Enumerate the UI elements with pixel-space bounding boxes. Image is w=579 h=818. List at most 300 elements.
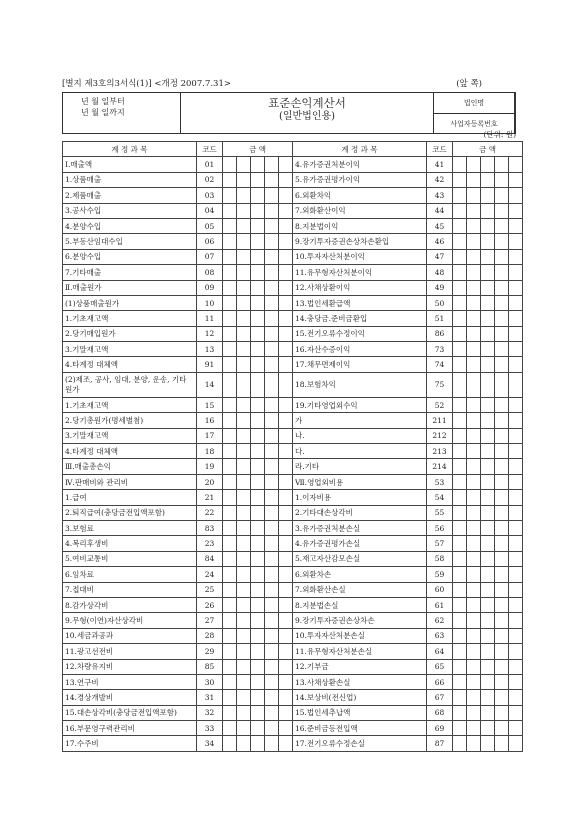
left-amount-cell[interactable] <box>279 690 293 705</box>
left-amount-cell[interactable] <box>265 613 279 628</box>
right-amount-cell[interactable] <box>509 280 523 295</box>
right-amount-cell[interactable] <box>495 536 509 551</box>
left-amount-cell[interactable] <box>265 295 279 310</box>
left-amount-cell[interactable] <box>265 218 279 233</box>
left-amount-cell[interactable] <box>265 172 279 187</box>
left-amount-cell[interactable] <box>265 459 279 474</box>
left-amount-cell[interactable] <box>251 372 265 397</box>
left-amount-cell[interactable] <box>223 659 237 674</box>
right-amount-cell[interactable] <box>481 736 495 751</box>
right-amount-cell[interactable] <box>509 326 523 341</box>
left-amount-cell[interactable] <box>237 567 251 582</box>
left-amount-cell[interactable] <box>265 203 279 218</box>
left-amount-cell[interactable] <box>265 357 279 372</box>
right-amount-cell[interactable] <box>509 536 523 551</box>
right-amount-cell[interactable] <box>467 295 481 310</box>
left-amount-cell[interactable] <box>251 413 265 428</box>
right-amount-cell[interactable] <box>453 188 467 203</box>
left-amount-cell[interactable] <box>279 372 293 397</box>
right-amount-cell[interactable] <box>509 690 523 705</box>
left-amount-cell[interactable] <box>237 342 251 357</box>
left-amount-cell[interactable] <box>237 280 251 295</box>
left-amount-cell[interactable] <box>223 705 237 720</box>
left-amount-cell[interactable] <box>251 357 265 372</box>
right-amount-cell[interactable] <box>495 372 509 397</box>
left-amount-cell[interactable] <box>223 674 237 689</box>
right-amount-cell[interactable] <box>481 265 495 280</box>
left-amount-cell[interactable] <box>251 567 265 582</box>
right-amount-cell[interactable] <box>509 520 523 535</box>
right-amount-cell[interactable] <box>453 311 467 326</box>
left-amount-cell[interactable] <box>223 567 237 582</box>
right-amount-cell[interactable] <box>453 490 467 505</box>
right-amount-cell[interactable] <box>467 690 481 705</box>
right-amount-cell[interactable] <box>467 567 481 582</box>
left-amount-cell[interactable] <box>279 218 293 233</box>
left-amount-cell[interactable] <box>237 234 251 249</box>
right-amount-cell[interactable] <box>453 520 467 535</box>
left-amount-cell[interactable] <box>279 505 293 520</box>
right-amount-cell[interactable] <box>495 459 509 474</box>
right-amount-cell[interactable] <box>467 203 481 218</box>
left-amount-cell[interactable] <box>251 188 265 203</box>
left-amount-cell[interactable] <box>279 536 293 551</box>
right-amount-cell[interactable] <box>509 342 523 357</box>
right-amount-cell[interactable] <box>467 474 481 489</box>
left-amount-cell[interactable] <box>237 520 251 535</box>
left-amount-cell[interactable] <box>223 397 237 412</box>
left-amount-cell[interactable] <box>251 582 265 597</box>
right-amount-cell[interactable] <box>495 172 509 187</box>
right-amount-cell[interactable] <box>467 536 481 551</box>
left-amount-cell[interactable] <box>279 644 293 659</box>
right-amount-cell[interactable] <box>481 551 495 566</box>
right-amount-cell[interactable] <box>495 551 509 566</box>
left-amount-cell[interactable] <box>279 265 293 280</box>
right-amount-cell[interactable] <box>467 372 481 397</box>
right-amount-cell[interactable] <box>467 520 481 535</box>
left-amount-cell[interactable] <box>223 413 237 428</box>
right-amount-cell[interactable] <box>467 674 481 689</box>
right-amount-cell[interactable] <box>453 234 467 249</box>
right-amount-cell[interactable] <box>481 490 495 505</box>
right-amount-cell[interactable] <box>453 690 467 705</box>
right-amount-cell[interactable] <box>509 428 523 443</box>
left-amount-cell[interactable] <box>251 520 265 535</box>
left-amount-cell[interactable] <box>223 628 237 643</box>
left-amount-cell[interactable] <box>223 188 237 203</box>
right-amount-cell[interactable] <box>495 265 509 280</box>
right-amount-cell[interactable] <box>467 490 481 505</box>
right-amount-cell[interactable] <box>453 397 467 412</box>
right-amount-cell[interactable] <box>453 736 467 751</box>
right-amount-cell[interactable] <box>509 705 523 720</box>
left-amount-cell[interactable] <box>279 659 293 674</box>
left-amount-cell[interactable] <box>251 613 265 628</box>
right-amount-cell[interactable] <box>495 234 509 249</box>
right-amount-cell[interactable] <box>481 397 495 412</box>
left-amount-cell[interactable] <box>237 172 251 187</box>
right-amount-cell[interactable] <box>453 265 467 280</box>
left-amount-cell[interactable] <box>279 311 293 326</box>
left-amount-cell[interactable] <box>265 567 279 582</box>
left-amount-cell[interactable] <box>265 490 279 505</box>
right-amount-cell[interactable] <box>453 203 467 218</box>
left-amount-cell[interactable] <box>237 613 251 628</box>
right-amount-cell[interactable] <box>481 474 495 489</box>
right-amount-cell[interactable] <box>481 659 495 674</box>
right-amount-cell[interactable] <box>481 705 495 720</box>
left-amount-cell[interactable] <box>251 644 265 659</box>
left-amount-cell[interactable] <box>237 582 251 597</box>
left-amount-cell[interactable] <box>223 157 237 172</box>
right-amount-cell[interactable] <box>467 582 481 597</box>
left-amount-cell[interactable] <box>279 474 293 489</box>
right-amount-cell[interactable] <box>495 613 509 628</box>
left-amount-cell[interactable] <box>223 644 237 659</box>
left-amount-cell[interactable] <box>223 326 237 341</box>
right-amount-cell[interactable] <box>509 505 523 520</box>
right-amount-cell[interactable] <box>453 644 467 659</box>
left-amount-cell[interactable] <box>279 567 293 582</box>
right-amount-cell[interactable] <box>481 628 495 643</box>
left-amount-cell[interactable] <box>223 490 237 505</box>
left-amount-cell[interactable] <box>223 690 237 705</box>
right-amount-cell[interactable] <box>453 597 467 612</box>
right-amount-cell[interactable] <box>509 551 523 566</box>
left-amount-cell[interactable] <box>237 218 251 233</box>
right-amount-cell[interactable] <box>453 567 467 582</box>
left-amount-cell[interactable] <box>251 311 265 326</box>
right-amount-cell[interactable] <box>453 705 467 720</box>
left-amount-cell[interactable] <box>251 428 265 443</box>
right-amount-cell[interactable] <box>453 372 467 397</box>
left-amount-cell[interactable] <box>279 582 293 597</box>
right-amount-cell[interactable] <box>467 628 481 643</box>
right-amount-cell[interactable] <box>481 536 495 551</box>
right-amount-cell[interactable] <box>509 567 523 582</box>
right-amount-cell[interactable] <box>509 172 523 187</box>
left-amount-cell[interactable] <box>279 444 293 459</box>
left-amount-cell[interactable] <box>251 218 265 233</box>
left-amount-cell[interactable] <box>265 188 279 203</box>
right-amount-cell[interactable] <box>509 597 523 612</box>
left-amount-cell[interactable] <box>265 721 279 736</box>
left-amount-cell[interactable] <box>279 705 293 720</box>
left-amount-cell[interactable] <box>223 551 237 566</box>
left-amount-cell[interactable] <box>237 628 251 643</box>
left-amount-cell[interactable] <box>223 613 237 628</box>
left-amount-cell[interactable] <box>237 157 251 172</box>
left-amount-cell[interactable] <box>265 736 279 751</box>
right-amount-cell[interactable] <box>495 674 509 689</box>
right-amount-cell[interactable] <box>453 659 467 674</box>
left-amount-cell[interactable] <box>223 203 237 218</box>
right-amount-cell[interactable] <box>495 188 509 203</box>
left-amount-cell[interactable] <box>251 536 265 551</box>
left-amount-cell[interactable] <box>279 342 293 357</box>
right-amount-cell[interactable] <box>467 342 481 357</box>
left-amount-cell[interactable] <box>237 326 251 341</box>
right-amount-cell[interactable] <box>509 372 523 397</box>
right-amount-cell[interactable] <box>509 613 523 628</box>
left-amount-cell[interactable] <box>237 705 251 720</box>
left-amount-cell[interactable] <box>265 249 279 264</box>
right-amount-cell[interactable] <box>467 736 481 751</box>
right-amount-cell[interactable] <box>481 428 495 443</box>
left-amount-cell[interactable] <box>251 203 265 218</box>
right-amount-cell[interactable] <box>509 644 523 659</box>
left-amount-cell[interactable] <box>223 265 237 280</box>
right-amount-cell[interactable] <box>467 397 481 412</box>
right-amount-cell[interactable] <box>509 234 523 249</box>
left-amount-cell[interactable] <box>223 505 237 520</box>
right-amount-cell[interactable] <box>509 659 523 674</box>
right-amount-cell[interactable] <box>481 690 495 705</box>
right-amount-cell[interactable] <box>467 249 481 264</box>
left-amount-cell[interactable] <box>251 444 265 459</box>
right-amount-cell[interactable] <box>481 674 495 689</box>
right-amount-cell[interactable] <box>509 474 523 489</box>
left-amount-cell[interactable] <box>279 203 293 218</box>
right-amount-cell[interactable] <box>509 444 523 459</box>
left-amount-cell[interactable] <box>265 597 279 612</box>
left-amount-cell[interactable] <box>265 674 279 689</box>
left-amount-cell[interactable] <box>237 551 251 566</box>
left-amount-cell[interactable] <box>279 628 293 643</box>
left-amount-cell[interactable] <box>237 736 251 751</box>
right-amount-cell[interactable] <box>509 265 523 280</box>
right-amount-cell[interactable] <box>453 172 467 187</box>
left-amount-cell[interactable] <box>251 265 265 280</box>
left-amount-cell[interactable] <box>265 644 279 659</box>
left-amount-cell[interactable] <box>251 628 265 643</box>
right-amount-cell[interactable] <box>453 280 467 295</box>
right-amount-cell[interactable] <box>453 536 467 551</box>
right-amount-cell[interactable] <box>495 628 509 643</box>
right-amount-cell[interactable] <box>495 582 509 597</box>
left-amount-cell[interactable] <box>279 249 293 264</box>
right-amount-cell[interactable] <box>509 628 523 643</box>
left-amount-cell[interactable] <box>265 265 279 280</box>
right-amount-cell[interactable] <box>467 444 481 459</box>
corp-name-field[interactable] <box>515 93 516 113</box>
right-amount-cell[interactable] <box>495 218 509 233</box>
right-amount-cell[interactable] <box>495 659 509 674</box>
left-amount-cell[interactable] <box>237 265 251 280</box>
right-amount-cell[interactable] <box>481 582 495 597</box>
left-amount-cell[interactable] <box>279 295 293 310</box>
right-amount-cell[interactable] <box>467 157 481 172</box>
right-amount-cell[interactable] <box>509 157 523 172</box>
right-amount-cell[interactable] <box>453 674 467 689</box>
left-amount-cell[interactable] <box>279 520 293 535</box>
right-amount-cell[interactable] <box>495 644 509 659</box>
right-amount-cell[interactable] <box>481 357 495 372</box>
left-amount-cell[interactable] <box>251 736 265 751</box>
left-amount-cell[interactable] <box>279 172 293 187</box>
left-amount-cell[interactable] <box>279 188 293 203</box>
left-amount-cell[interactable] <box>237 644 251 659</box>
left-amount-cell[interactable] <box>251 157 265 172</box>
right-amount-cell[interactable] <box>495 474 509 489</box>
right-amount-cell[interactable] <box>467 172 481 187</box>
left-amount-cell[interactable] <box>251 295 265 310</box>
left-amount-cell[interactable] <box>279 721 293 736</box>
left-amount-cell[interactable] <box>237 444 251 459</box>
left-amount-cell[interactable] <box>279 397 293 412</box>
left-amount-cell[interactable] <box>251 280 265 295</box>
right-amount-cell[interactable] <box>467 659 481 674</box>
left-amount-cell[interactable] <box>265 428 279 443</box>
left-amount-cell[interactable] <box>237 659 251 674</box>
right-amount-cell[interactable] <box>509 295 523 310</box>
left-amount-cell[interactable] <box>265 690 279 705</box>
right-amount-cell[interactable] <box>495 705 509 720</box>
left-amount-cell[interactable] <box>223 428 237 443</box>
right-amount-cell[interactable] <box>495 567 509 582</box>
left-amount-cell[interactable] <box>223 249 237 264</box>
left-amount-cell[interactable] <box>265 157 279 172</box>
left-amount-cell[interactable] <box>251 705 265 720</box>
right-amount-cell[interactable] <box>453 342 467 357</box>
right-amount-cell[interactable] <box>495 444 509 459</box>
right-amount-cell[interactable] <box>509 357 523 372</box>
left-amount-cell[interactable] <box>237 311 251 326</box>
left-amount-cell[interactable] <box>237 428 251 443</box>
right-amount-cell[interactable] <box>453 428 467 443</box>
right-amount-cell[interactable] <box>495 397 509 412</box>
left-amount-cell[interactable] <box>279 413 293 428</box>
right-amount-cell[interactable] <box>481 188 495 203</box>
left-amount-cell[interactable] <box>279 459 293 474</box>
left-amount-cell[interactable] <box>251 551 265 566</box>
right-amount-cell[interactable] <box>467 551 481 566</box>
right-amount-cell[interactable] <box>481 218 495 233</box>
right-amount-cell[interactable] <box>453 582 467 597</box>
right-amount-cell[interactable] <box>495 413 509 428</box>
left-amount-cell[interactable] <box>279 674 293 689</box>
right-amount-cell[interactable] <box>453 326 467 341</box>
left-amount-cell[interactable] <box>237 459 251 474</box>
right-amount-cell[interactable] <box>453 474 467 489</box>
right-amount-cell[interactable] <box>467 234 481 249</box>
left-amount-cell[interactable] <box>251 597 265 612</box>
left-amount-cell[interactable] <box>279 490 293 505</box>
right-amount-cell[interactable] <box>509 721 523 736</box>
right-amount-cell[interactable] <box>509 490 523 505</box>
left-amount-cell[interactable] <box>265 372 279 397</box>
left-amount-cell[interactable] <box>237 505 251 520</box>
right-amount-cell[interactable] <box>509 459 523 474</box>
right-amount-cell[interactable] <box>453 505 467 520</box>
right-amount-cell[interactable] <box>495 157 509 172</box>
left-amount-cell[interactable] <box>265 659 279 674</box>
right-amount-cell[interactable] <box>509 674 523 689</box>
right-amount-cell[interactable] <box>509 249 523 264</box>
right-amount-cell[interactable] <box>495 311 509 326</box>
right-amount-cell[interactable] <box>481 249 495 264</box>
left-amount-cell[interactable] <box>237 397 251 412</box>
right-amount-cell[interactable] <box>467 459 481 474</box>
right-amount-cell[interactable] <box>509 218 523 233</box>
right-amount-cell[interactable] <box>495 721 509 736</box>
right-amount-cell[interactable] <box>467 597 481 612</box>
left-amount-cell[interactable] <box>237 203 251 218</box>
left-amount-cell[interactable] <box>265 705 279 720</box>
right-amount-cell[interactable] <box>495 295 509 310</box>
left-amount-cell[interactable] <box>279 234 293 249</box>
left-amount-cell[interactable] <box>251 459 265 474</box>
left-amount-cell[interactable] <box>223 218 237 233</box>
right-amount-cell[interactable] <box>467 357 481 372</box>
right-amount-cell[interactable] <box>453 459 467 474</box>
right-amount-cell[interactable] <box>495 357 509 372</box>
right-amount-cell[interactable] <box>481 644 495 659</box>
left-amount-cell[interactable] <box>237 188 251 203</box>
right-amount-cell[interactable] <box>467 644 481 659</box>
right-amount-cell[interactable] <box>467 326 481 341</box>
left-amount-cell[interactable] <box>251 659 265 674</box>
right-amount-cell[interactable] <box>509 582 523 597</box>
right-amount-cell[interactable] <box>481 721 495 736</box>
left-amount-cell[interactable] <box>251 474 265 489</box>
left-amount-cell[interactable] <box>223 536 237 551</box>
left-amount-cell[interactable] <box>237 372 251 397</box>
right-amount-cell[interactable] <box>453 721 467 736</box>
left-amount-cell[interactable] <box>223 721 237 736</box>
right-amount-cell[interactable] <box>495 326 509 341</box>
left-amount-cell[interactable] <box>265 397 279 412</box>
right-amount-cell[interactable] <box>481 280 495 295</box>
right-amount-cell[interactable] <box>481 520 495 535</box>
right-amount-cell[interactable] <box>453 218 467 233</box>
left-amount-cell[interactable] <box>279 280 293 295</box>
left-amount-cell[interactable] <box>265 628 279 643</box>
left-amount-cell[interactable] <box>223 172 237 187</box>
right-amount-cell[interactable] <box>467 218 481 233</box>
left-amount-cell[interactable] <box>265 551 279 566</box>
right-amount-cell[interactable] <box>467 613 481 628</box>
left-amount-cell[interactable] <box>237 474 251 489</box>
right-amount-cell[interactable] <box>495 736 509 751</box>
right-amount-cell[interactable] <box>509 203 523 218</box>
right-amount-cell[interactable] <box>467 280 481 295</box>
left-amount-cell[interactable] <box>265 326 279 341</box>
left-amount-cell[interactable] <box>265 520 279 535</box>
right-amount-cell[interactable] <box>481 567 495 582</box>
left-amount-cell[interactable] <box>279 597 293 612</box>
right-amount-cell[interactable] <box>495 249 509 264</box>
right-amount-cell[interactable] <box>453 295 467 310</box>
left-amount-cell[interactable] <box>251 490 265 505</box>
left-amount-cell[interactable] <box>237 490 251 505</box>
left-amount-cell[interactable] <box>223 357 237 372</box>
left-amount-cell[interactable] <box>223 280 237 295</box>
right-amount-cell[interactable] <box>481 157 495 172</box>
right-amount-cell[interactable] <box>495 203 509 218</box>
left-amount-cell[interactable] <box>237 721 251 736</box>
right-amount-cell[interactable] <box>453 444 467 459</box>
right-amount-cell[interactable] <box>495 428 509 443</box>
right-amount-cell[interactable] <box>453 357 467 372</box>
right-amount-cell[interactable] <box>495 280 509 295</box>
right-amount-cell[interactable] <box>453 157 467 172</box>
right-amount-cell[interactable] <box>467 311 481 326</box>
right-amount-cell[interactable] <box>481 203 495 218</box>
left-amount-cell[interactable] <box>279 613 293 628</box>
left-amount-cell[interactable] <box>265 582 279 597</box>
